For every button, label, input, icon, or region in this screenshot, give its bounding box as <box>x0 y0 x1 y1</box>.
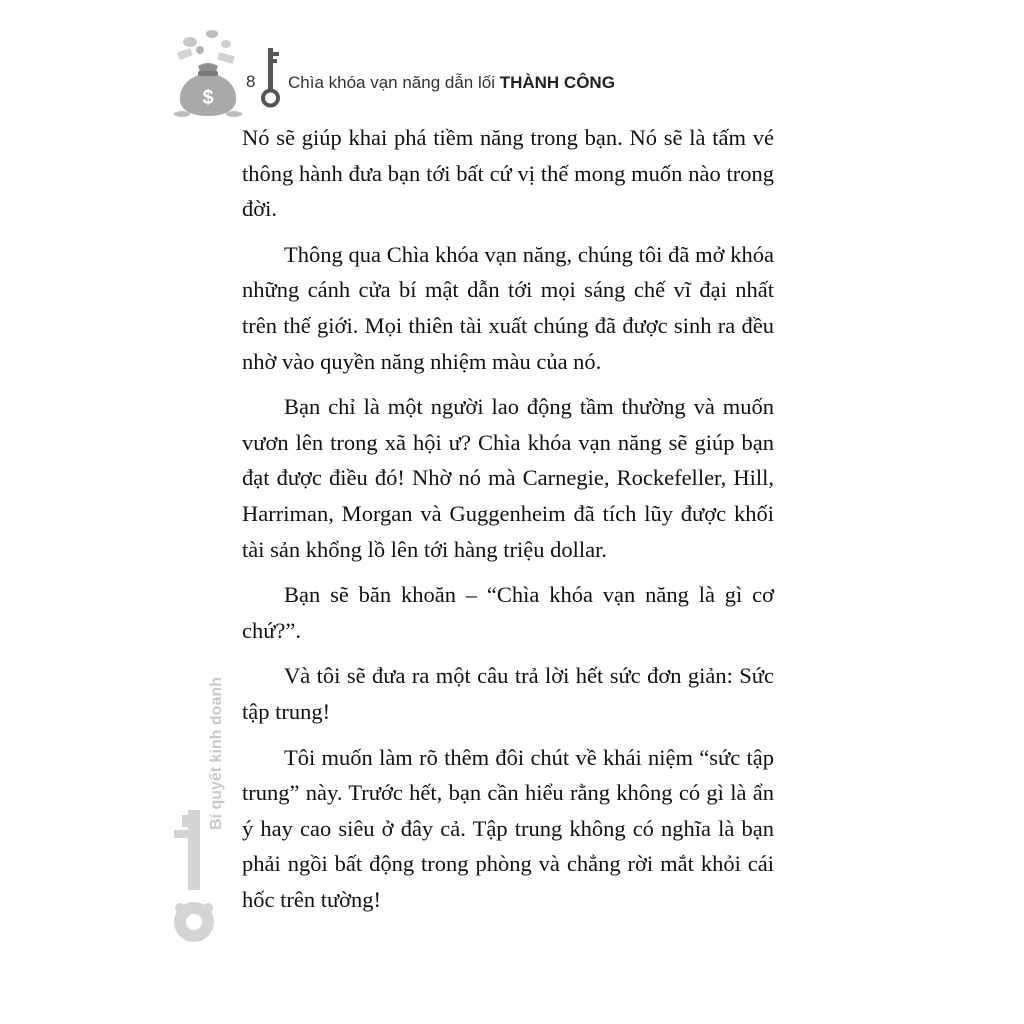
running-title-prefix: Chìa khóa vạn năng dẫn lối <box>288 73 500 92</box>
money-bag-icon <box>168 20 248 120</box>
page-header <box>0 0 1024 120</box>
paragraph: Thông qua Chìa khóa vạn năng, chúng tôi đã mở khóa những cánh cửa bí mật dẫn tới mọi sáng chế vĩ đại nhất trên thế giới. Mọi thiên tài xuất chúng đã được sinh ra đều nhờ vào quyền năng nhiệm màu của nó. <box>242 241 774 374</box>
paragraph: Nó sẽ giúp khai phá tiềm năng trong bạn. Nó sẽ là tấm vé thông hành đưa bạn tới bất cứ vị thế mong muốn nào trong đời. <box>242 125 774 222</box>
paragraph: Và tôi sẽ đưa ra một câu trả lời hết sức đơn giản: Sức tập trung! <box>242 663 774 724</box>
running-title-emphasis: THÀNH CÔNG <box>499 73 615 92</box>
page-number: 8 <box>246 72 256 91</box>
paragraph: Bạn sẽ băn khoăn – “Chìa khóa vạn năng là gì cơ chứ?”. <box>242 582 774 643</box>
body-text <box>242 120 774 927</box>
paragraph: Bạn chỉ là một người lao động tầm thường và muốn vươn lên trong xã hội ư? Chìa khóa vạn năng sẽ giúp bạn đạt được điều đó! Nhờ nó mà Carnegie, Rockefeller, Hill, Harriman, Morgan và Guggenheim đã tích lũy được khối tài sản khổng lồ lên tới hàng triệu dollar. <box>242 394 774 562</box>
dollar-symbol: $ <box>202 87 214 109</box>
key-icon <box>260 46 284 108</box>
side-label: Bí quyết kinh doanh <box>208 677 225 830</box>
running-title <box>288 73 615 93</box>
paragraph: Tôi muốn làm rõ thêm đôi chút về khái niệm “sức tập trung” này. Trước hết, bạn cần hiểu rằng không có gì là ẩn ý hay cao siêu ở đây cả. Tập trung không có nghĩa là bạn phải ngồi bất động trong phòng và chẳng rời mắt khỏi cái hốc trên tường! <box>242 744 774 912</box>
